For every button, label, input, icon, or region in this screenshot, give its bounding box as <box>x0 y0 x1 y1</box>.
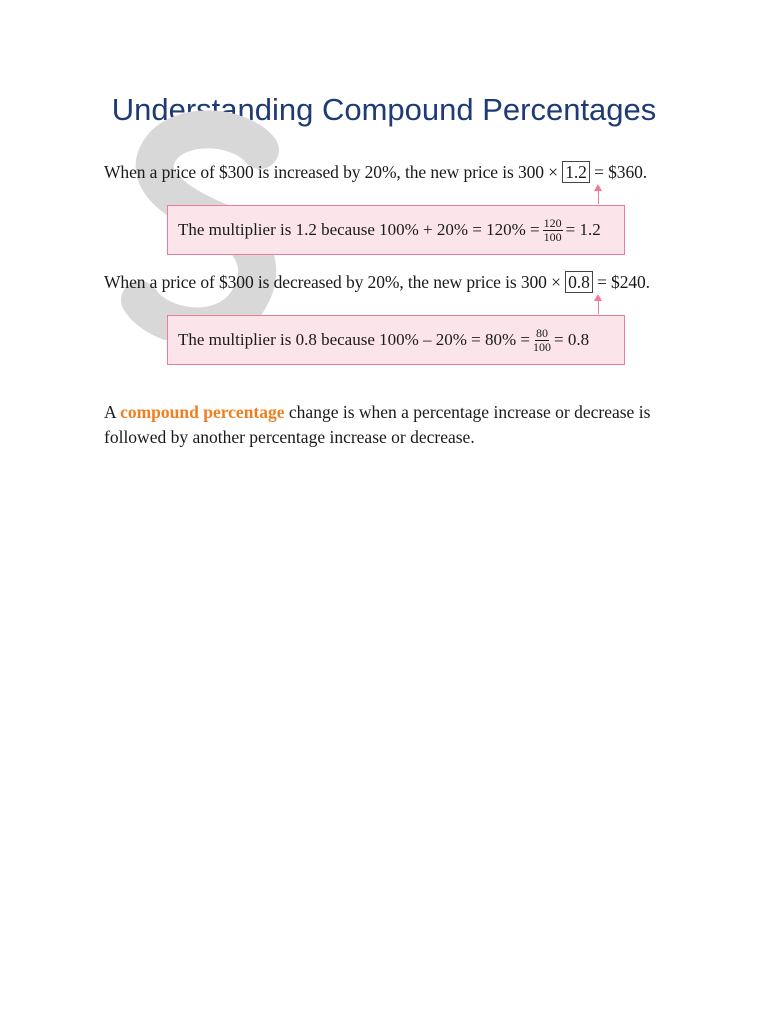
definition-term: compound percentage <box>120 402 285 422</box>
increase-multiplier-box: 1.2 <box>562 161 590 183</box>
definition-prefix: A <box>104 402 116 422</box>
decrease-arrow <box>598 300 599 314</box>
increase-explanation-box <box>167 205 625 255</box>
increase-explanation-result: = 1.2 <box>565 220 601 239</box>
definition-text: change is when a percentage increase or decrease is followed by another percentage increase or decrease. <box>104 402 651 447</box>
fraction-denominator: 100 <box>533 339 552 354</box>
increase-sentence <box>104 161 647 183</box>
definition-paragraph <box>104 400 684 450</box>
decrease-fraction <box>533 327 551 354</box>
decrease-explanation-text: The multiplier is 0.8 because 100% – 20% = 80% = <box>178 330 531 349</box>
increase-fraction <box>543 217 563 244</box>
fraction-numerator: 120 <box>543 215 562 230</box>
decrease-sentence-text: When a price of $300 is decreased by 20%, the new price is 300 × <box>104 272 561 292</box>
decrease-explanation-box <box>167 315 625 365</box>
decrease-multiplier-box: 0.8 <box>565 271 593 293</box>
fraction-denominator: 100 <box>543 229 562 244</box>
fraction-numerator: 80 <box>536 325 549 340</box>
page-title: Understanding Compound Percentages <box>111 92 657 127</box>
decrease-explanation-result: = 0.8 <box>554 330 590 349</box>
decrease-sentence <box>104 271 650 293</box>
decrease-result-text: = $240. <box>597 272 650 292</box>
increase-explanation-text: The multiplier is 1.2 because 100% + 20% = 120% = <box>178 220 540 239</box>
increase-sentence-text: When a price of $300 is increased by 20%, the new price is 300 × <box>104 162 558 182</box>
increase-arrow <box>598 190 599 204</box>
increase-result-text: = $360. <box>594 162 648 182</box>
